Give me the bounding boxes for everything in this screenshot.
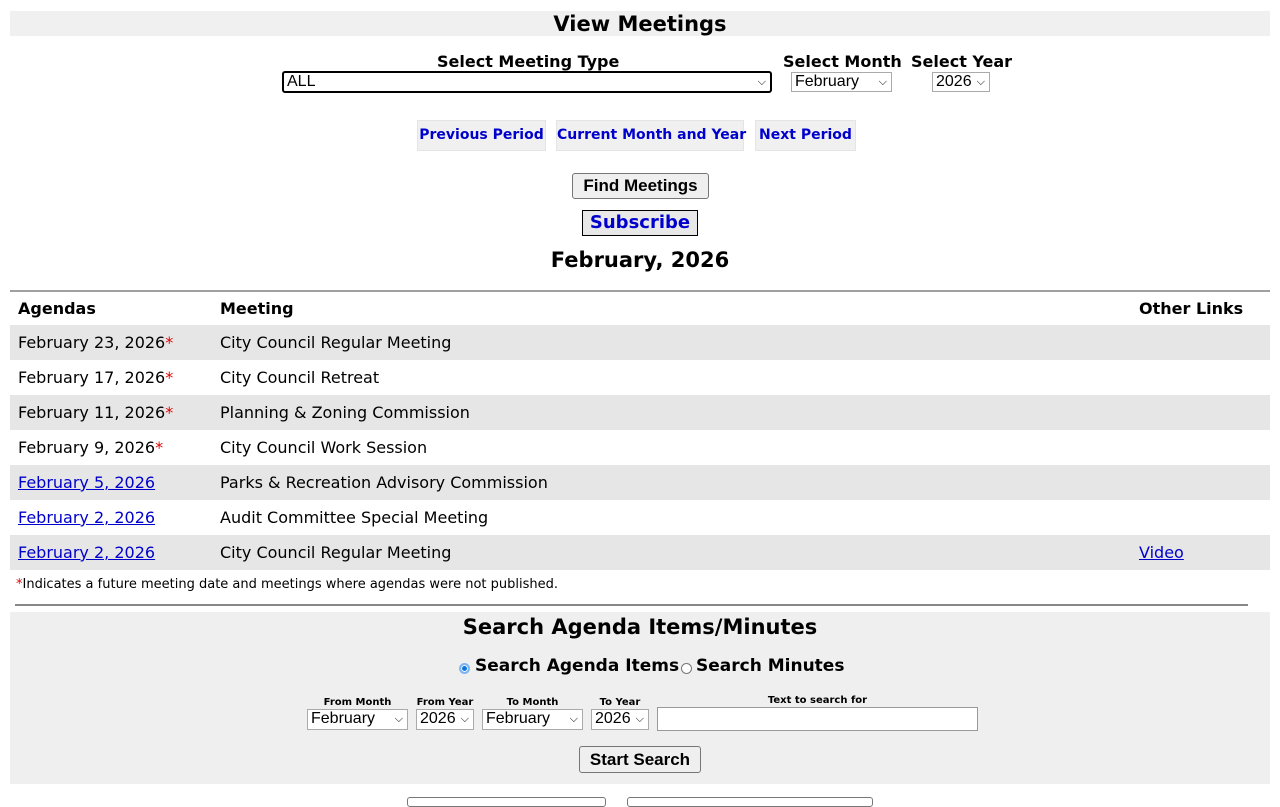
from-year-value: 2026 [420,710,456,727]
column-header-meeting: Meeting [220,299,294,318]
chevron-down-icon: ⌵ [569,713,578,725]
year-select[interactable] [932,72,990,92]
search-title: Search Agenda Items/Minutes [462,615,818,639]
column-header-other-links: Other Links [1139,299,1244,318]
meeting-name: Planning & Zoning Commission [212,395,1131,430]
column-header-agendas: Agendas [18,299,96,318]
from-month-value: February [311,710,376,727]
meeting-name: Parks & Recreation Advisory Commission [212,465,1131,500]
agenda-date: February 17, 2026 [18,368,166,387]
future-marker: * [155,438,164,457]
table-row [10,465,1270,500]
to-year-label: To Year [599,697,641,708]
search-minutes-label[interactable]: Search Minutes [696,656,845,676]
agenda-date-cell [10,360,212,395]
year-label: Select Year [911,52,1013,71]
to-year-select[interactable] [591,709,649,730]
to-month-label: To Month [506,697,559,708]
agenda-date: February 9, 2026 [18,438,156,457]
bottom-button-left[interactable] [407,797,606,807]
agenda-date-cell [10,325,212,360]
meeting-name: City Council Regular Meeting [212,325,1131,360]
chevron-down-icon: ⌵ [460,713,469,725]
chevron-down-icon: ⌵ [878,76,887,88]
agenda-date-cell [10,465,212,500]
other-links-cell [1131,360,1270,395]
to-year-value: 2026 [595,710,631,727]
footnote-marker: * [16,577,23,592]
current-month-year-button[interactable]: Current Month and Year [556,120,744,151]
previous-period-button[interactable]: Previous Period [417,120,546,151]
chevron-down-icon: ⌵ [976,76,985,88]
subscribe-button[interactable]: Subscribe [582,210,698,236]
meeting-type-select[interactable] [282,71,772,93]
meeting-name: City Council Regular Meeting [212,535,1131,570]
search-minutes-radio[interactable] [681,663,692,674]
table-row [10,325,1270,360]
table-row [10,535,1270,570]
agenda-link[interactable]: February 5, 2026 [18,473,156,492]
meeting-name: Audit Committee Special Meeting [220,508,489,527]
next-period-button[interactable]: Next Period [755,120,856,151]
meetings-table [10,292,1270,570]
agenda-date: February 23, 2026 [18,333,166,352]
meeting-type-label: Select Meeting Type [437,52,620,71]
chevron-down-icon: ⌵ [394,713,403,725]
other-links-cell [1131,500,1270,535]
other-links-cell [1131,535,1270,570]
footnote-text: Indicates a future meeting date and meetings where agendas were not published. [22,577,559,592]
year-value: 2026 [936,73,972,90]
meeting-type-value: ALL [287,73,316,90]
table-row [10,395,1270,430]
from-year-label: From Year [416,697,474,708]
meeting-name: City Council Work Session [220,438,428,457]
bottom-button-right[interactable] [627,797,873,807]
table-row [10,360,1270,395]
chevron-down-icon: ⌵ [757,76,766,88]
to-month-value: February [486,710,551,727]
other-links-cell [1131,395,1270,430]
search-agenda-items-label[interactable]: Search Agenda Items [475,656,680,676]
future-marker: * [165,403,174,422]
other-links-cell [1131,465,1270,500]
find-meetings-button[interactable]: Find Meetings [572,173,709,199]
table-row [10,430,1270,465]
page-title-bar [10,11,1270,36]
agenda-link[interactable]: February 2, 2026 [18,543,156,562]
agenda-link[interactable]: February 2, 2026 [18,508,156,527]
agenda-date: February 11, 2026 [18,403,166,422]
chevron-down-icon: ⌵ [635,713,644,725]
search-text-input[interactable] [657,707,978,731]
agenda-date-cell [10,395,212,430]
start-search-button[interactable]: Start Search [579,746,701,773]
footnote [16,577,558,593]
other-links-cell [1131,325,1270,360]
from-year-select[interactable] [416,709,474,730]
from-month-select[interactable] [307,709,408,730]
to-month-select[interactable] [482,709,583,730]
month-label: Select Month [783,52,902,71]
search-text-label: Text to search for [767,695,868,706]
other-links-cell [1131,430,1270,465]
video-link[interactable]: Video [1139,543,1184,562]
month-select[interactable] [791,72,892,92]
results-heading: February, 2026 [550,248,730,272]
agenda-date-cell [10,430,212,465]
search-agenda-items-radio[interactable] [459,663,470,674]
future-marker: * [165,333,174,352]
agenda-date-cell [10,500,212,535]
agenda-date-cell [10,535,212,570]
divider [15,604,1248,606]
month-value: February [795,73,860,90]
future-marker: * [165,368,174,387]
page-title: View Meetings [553,12,727,36]
table-row [10,500,1270,535]
meeting-name: City Council Retreat [220,368,380,387]
from-month-label: From Month [323,697,392,708]
table-header-row [10,292,1270,325]
